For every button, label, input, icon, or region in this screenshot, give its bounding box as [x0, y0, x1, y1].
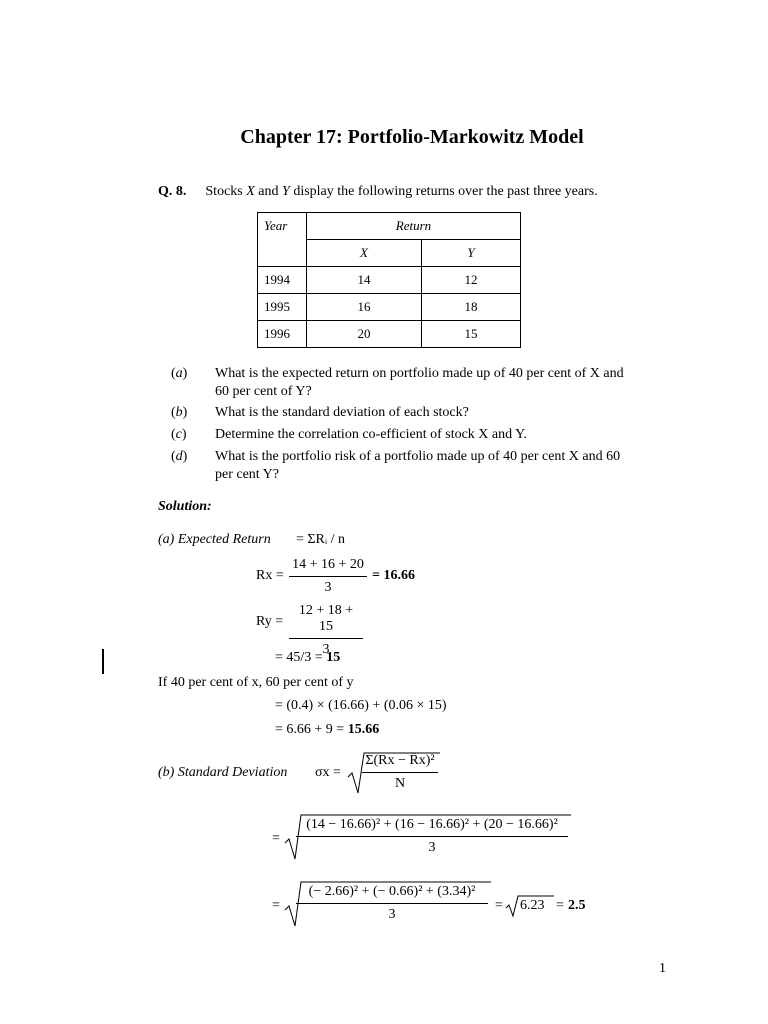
table-row: [258, 294, 521, 321]
part-label: (d): [171, 449, 188, 464]
question-stock-y: Y: [282, 184, 290, 199]
question-text-before: Stocks: [205, 184, 247, 199]
table-cell-year: 1994: [258, 267, 307, 294]
step2-denominator: 3: [296, 903, 488, 923]
part-c-line1: Determine the correlation co-efficient of stock X and Y.: [215, 427, 527, 442]
table-header-y: Y: [422, 240, 521, 267]
ry-result: 15: [326, 650, 341, 665]
question-text-after: display the following returns over the past three years.: [289, 184, 598, 199]
sigma-numerator: Σ(Rx − R̄x)²: [365, 753, 435, 768]
part-b-line1: What is the standard deviation of each stock?: [215, 405, 469, 420]
text-cursor: [102, 649, 104, 674]
part-label: (a): [171, 366, 188, 381]
table-cell-year: 1996: [258, 321, 307, 348]
expected-return-label: (a) Expected Return: [158, 532, 271, 547]
part-a-line2: 60 per cent of Y?: [215, 384, 312, 399]
table-cell-x: 20: [307, 321, 422, 348]
part-d-line2: per cent Y?: [215, 467, 279, 482]
table-header-return: Return: [307, 213, 521, 240]
sigma-denominator: N: [362, 772, 438, 792]
step2-prefix: =: [272, 898, 280, 913]
step2-eq2: =: [556, 898, 564, 913]
step2-fraction: [296, 884, 488, 923]
rx-label: Rx =: [256, 568, 284, 583]
table-cell-y: 15: [422, 321, 521, 348]
table-cell-x: 16: [307, 294, 422, 321]
portfolio-step2: = 6.66 + 9 = 15.66: [275, 722, 380, 737]
table-cell-y: 12: [422, 267, 521, 294]
sigma-label: σx =: [315, 765, 341, 780]
question-number: Q. 8.: [158, 184, 187, 199]
question-stock-x: X: [246, 184, 255, 199]
part-a-line1: What is the expected return on portfolio made up of 40 per cent of X and: [215, 366, 624, 381]
question-line: [158, 184, 598, 200]
ry-numerator: 12 + 18 + 15: [298, 603, 354, 634]
ry-line: = 45/3 = 15: [275, 650, 341, 665]
rx-fraction: [289, 557, 367, 596]
returns-table: [257, 212, 521, 348]
step1-numerator: (14 − 16.66)² + (16 − 16.66)² + (20 − 16.66)²: [306, 817, 558, 832]
step1-fraction: [296, 817, 568, 856]
part-label: (c): [171, 427, 187, 442]
table-cell-y: 18: [422, 294, 521, 321]
table-header-x: X: [307, 240, 422, 267]
table-cell-x: 14: [307, 267, 422, 294]
step2-result: 2.5: [568, 898, 586, 913]
sigma-fraction: [362, 753, 438, 792]
ry-label: Ry =: [256, 614, 284, 629]
step2-eq: =: [495, 898, 503, 913]
rx-denominator: 3: [289, 576, 367, 596]
step2-numerator: (− 2.66)² + (− 0.66)² + (3.34)²: [308, 884, 476, 899]
ry-denominator: 3: [289, 638, 363, 658]
question-text-and: and: [254, 184, 283, 199]
table-row: [258, 321, 521, 348]
table-header-year: Year: [258, 213, 307, 267]
page-title: Chapter 17: Portfolio-Markowitz Model: [240, 126, 584, 148]
part-d-line1: What is the portfolio risk of a portfolio made up of 40 per cent X and 60: [215, 449, 621, 464]
portfolio-result: 15.66: [347, 722, 380, 737]
step1-denominator: 3: [296, 836, 568, 856]
table-row: [258, 267, 521, 294]
portfolio-intro: If 40 per cent of x, 60 per cent of y: [158, 675, 354, 690]
rx-result: = 16.66: [372, 568, 415, 583]
std-dev-label: (b) Standard Deviation: [158, 765, 288, 780]
step1-prefix: =: [272, 831, 280, 846]
part-label: (b): [171, 405, 188, 420]
table-cell-year: 1995: [258, 294, 307, 321]
portfolio-step1: = (0.4) × (16.66) + (0.06 × 15): [275, 698, 447, 713]
page-number: 1: [659, 961, 666, 976]
expected-return-formula: = ΣRᵢ / n: [296, 532, 346, 547]
rx-numerator: 14 + 16 + 20: [292, 557, 364, 572]
solution-heading: Solution:: [158, 499, 212, 514]
step2-sqrt-value: 6.23: [520, 898, 545, 913]
